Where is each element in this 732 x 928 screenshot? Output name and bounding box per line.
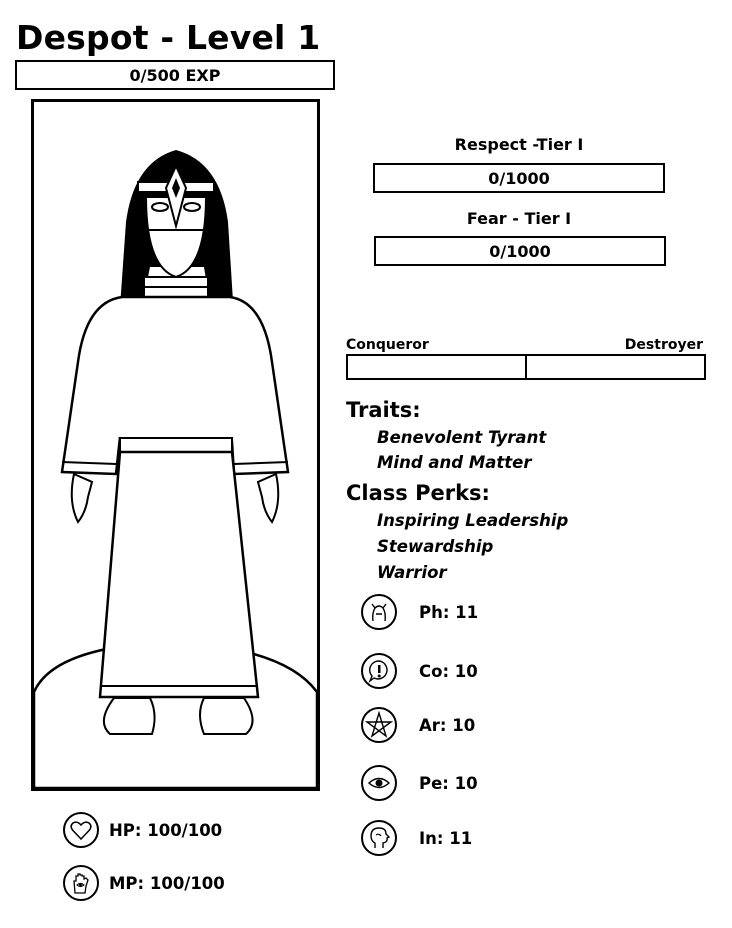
alignment-marker	[525, 356, 527, 378]
attribute-arcana-value: Ar: 10	[419, 715, 476, 735]
head-profile-icon	[361, 820, 397, 856]
respect-value: 0/1000	[488, 168, 550, 188]
attribute-intellect	[361, 820, 472, 856]
exclamation-speech-icon	[361, 653, 397, 689]
exp-bar	[15, 60, 335, 90]
vital-mp	[63, 865, 225, 901]
vital-hp	[63, 812, 222, 848]
trait-item: Mind and Matter	[377, 453, 532, 472]
eye-icon	[361, 765, 397, 801]
class-perks-heading: Class Perks:	[346, 481, 490, 505]
attribute-conviction-value: Co: 10	[419, 661, 478, 681]
alignment-meter	[346, 354, 706, 380]
attribute-physique-value: Ph: 11	[419, 602, 479, 622]
exp-value: 0/500 EXP	[129, 65, 221, 85]
alignment-left-label: Conqueror	[346, 337, 429, 353]
attribute-perception-value: Pe: 10	[419, 773, 478, 793]
perk-item: Warrior	[377, 563, 447, 582]
attribute-conviction	[361, 653, 478, 689]
respect-label: Respect -Tier I	[454, 135, 584, 154]
heart-icon	[63, 812, 99, 848]
character-title: Despot - Level 1	[16, 18, 321, 57]
traits-heading: Traits:	[346, 398, 421, 422]
attribute-physique	[361, 594, 478, 630]
physique-icon	[361, 594, 397, 630]
despot-figure-illustration	[34, 102, 317, 788]
perk-item: Stewardship	[377, 537, 494, 556]
eye-hand-icon	[63, 865, 99, 901]
alignment-right-label: Destroyer	[624, 337, 703, 353]
attribute-perception	[361, 765, 478, 801]
mp-value: MP: 100/100	[109, 873, 225, 893]
fear-value: 0/1000	[489, 241, 551, 261]
fear-bar	[374, 236, 666, 266]
trait-item: Benevolent Tyrant	[377, 428, 547, 447]
character-portrait	[31, 99, 320, 791]
fear-label: Fear - Tier I	[466, 209, 572, 228]
hp-value: HP: 100/100	[109, 820, 223, 840]
attribute-intellect-value: In: 11	[419, 828, 473, 848]
respect-bar	[373, 163, 665, 193]
attribute-arcana	[361, 707, 475, 743]
perk-item: Inspiring Leadership	[377, 511, 569, 530]
pentagram-icon	[361, 707, 397, 743]
